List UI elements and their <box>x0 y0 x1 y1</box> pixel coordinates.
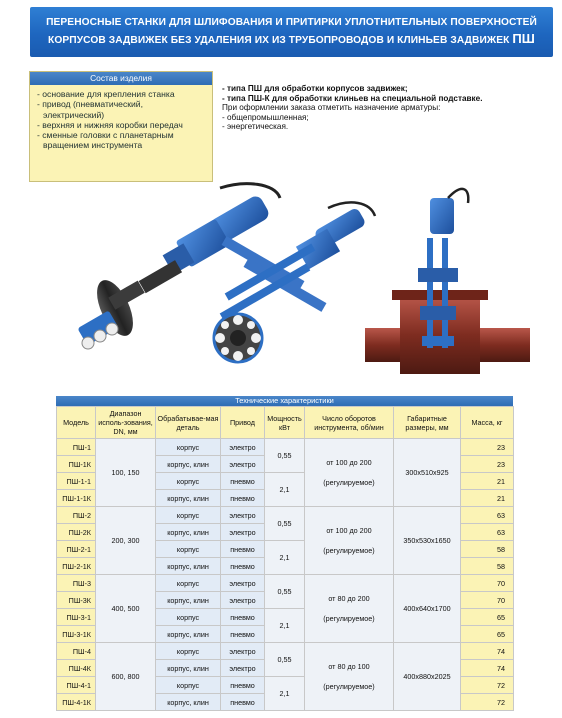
cell-rpm <box>305 643 394 711</box>
cell-drive: электро <box>221 524 265 541</box>
header-rpm: Число оборотов инструмента, об/мин <box>305 407 394 439</box>
cell-power: 2,1 <box>265 609 305 643</box>
rpm-range: от 80 до 200 <box>328 593 370 603</box>
cell-model: ПШ-3-1К <box>57 626 96 643</box>
composition-box <box>29 71 213 182</box>
cell-detail: корпус <box>156 575 221 592</box>
cell-dn: 100, 150 <box>96 439 156 507</box>
composition-title: Состав изделия <box>30 72 212 85</box>
cell-dn: 600, 800 <box>96 643 156 711</box>
types-line: При оформлении заказа отметить назначение арматуры: <box>222 103 441 113</box>
machine-3-image <box>365 189 530 374</box>
header-line-1: ПЕРЕНОСНЫЕ СТАНКИ ДЛЯ ШЛИФОВАНИЯ И ПРИТИРКИ УПЛОТНИТЕЛЬНЫХ ПОВЕРХНОСТЕЙ <box>46 17 537 28</box>
cell-detail: корпус, клин <box>156 490 221 507</box>
cell-detail: корпус <box>156 609 221 626</box>
cell-rpm <box>305 439 394 507</box>
cell-detail: корпус, клин <box>156 626 221 643</box>
cell-mass: 63 <box>461 524 514 541</box>
composition-item: - сменные головки с планетарным вращением инструмента <box>37 130 174 151</box>
types-line: - типа ПШ для обработки корпусов задвижек; <box>222 84 408 93</box>
cell-dims: 400х640х1700 <box>394 575 461 643</box>
header-model: Модель <box>57 407 96 439</box>
types-line: - энергетическая. <box>222 122 289 132</box>
cell-detail: корпус <box>156 541 221 558</box>
cell-model: ПШ-1-1К <box>57 490 96 507</box>
cell-drive: пневмо <box>221 473 265 490</box>
table-row <box>57 439 514 456</box>
header-mass: Масса, кг <box>461 407 514 439</box>
cell-dims: 300х510х925 <box>394 439 461 507</box>
types-line: - общепромышленная; <box>222 112 309 122</box>
composition-item: - основание для крепления станка <box>37 89 175 99</box>
rpm-range: от 80 до 100 <box>328 661 370 671</box>
cell-model: ПШ-2-1 <box>57 541 96 558</box>
cell-drive: электро <box>221 592 265 609</box>
cell-drive: пневмо <box>221 541 265 558</box>
cell-power: 2,1 <box>265 541 305 575</box>
cell-rpm <box>305 507 394 575</box>
cell-power: 2,1 <box>265 677 305 711</box>
header-power: Мощность кВт <box>265 407 305 439</box>
header-dn: Диапазон исполь-зования, DN, мм <box>96 407 156 439</box>
cell-drive: электро <box>221 507 265 524</box>
cell-detail: корпус, клин <box>156 660 221 677</box>
rpm-note: (регулируемое) <box>323 613 375 623</box>
cell-drive: пневмо <box>221 694 265 711</box>
cell-dn: 400, 500 <box>96 575 156 643</box>
composition-list <box>30 85 212 151</box>
cell-drive: пневмо <box>221 490 265 507</box>
composition-item: - привод (пневматический, электрический) <box>37 99 143 120</box>
cell-drive: электро <box>221 439 265 456</box>
cell-model: ПШ-3 <box>57 575 96 592</box>
cell-mass: 74 <box>461 643 514 660</box>
cell-detail: корпус <box>156 677 221 694</box>
specs-table <box>56 406 514 711</box>
cell-rpm <box>305 575 394 643</box>
cell-model: ПШ-1-1 <box>57 473 96 490</box>
cell-detail: корпус, клин <box>156 592 221 609</box>
cell-model: ПШ-4-1 <box>57 677 96 694</box>
cell-power: 0,55 <box>265 507 305 541</box>
page-header <box>30 7 553 57</box>
cell-detail: корпус, клин <box>156 558 221 575</box>
table-row <box>57 575 514 592</box>
types-text <box>222 84 542 132</box>
cell-detail: корпус <box>156 473 221 490</box>
cell-model: ПШ-3-1 <box>57 609 96 626</box>
cell-detail: корпус <box>156 507 221 524</box>
cell-power: 2,1 <box>265 473 305 507</box>
cell-model: ПШ-2-1К <box>57 558 96 575</box>
cell-mass: 74 <box>461 660 514 677</box>
rpm-note: (регулируемое) <box>323 681 375 691</box>
cell-mass: 58 <box>461 541 514 558</box>
machine-photos <box>70 178 530 388</box>
cell-dn: 200, 300 <box>96 507 156 575</box>
cell-detail: корпус <box>156 643 221 660</box>
cell-power: 0,55 <box>265 575 305 609</box>
cell-dims: 400х880х2025 <box>394 643 461 711</box>
cell-model: ПШ-1 <box>57 439 96 456</box>
rpm-range: от 100 до 200 <box>326 457 372 467</box>
cell-dims: 350х530х1650 <box>394 507 461 575</box>
header-dims: Габаритные размеры, мм <box>394 407 461 439</box>
table-header-row <box>57 407 514 439</box>
cell-mass: 70 <box>461 592 514 609</box>
composition-item: - верхняя и нижняя коробки передач <box>37 119 183 130</box>
header-detail: Обрабатывае-мая деталь <box>156 407 221 439</box>
cell-mass: 65 <box>461 609 514 626</box>
rpm-note: (регулируемое) <box>323 545 375 555</box>
types-line: - типа ПШ-К для обработки клиньев на специальной подставке. <box>222 93 483 103</box>
specs-table-wrap <box>56 396 513 711</box>
cell-drive: пневмо <box>221 677 265 694</box>
rpm-range: от 100 до 200 <box>326 525 372 535</box>
header-line-2-model: ПШ <box>512 31 535 46</box>
cell-detail: корпус, клин <box>156 456 221 473</box>
cell-detail: корпус <box>156 439 221 456</box>
cell-model: ПШ-4-1К <box>57 694 96 711</box>
table-body <box>57 439 514 711</box>
cell-mass: 63 <box>461 507 514 524</box>
cell-mass: 72 <box>461 694 514 711</box>
cell-mass: 65 <box>461 626 514 643</box>
cell-model: ПШ-2 <box>57 507 96 524</box>
cell-mass: 58 <box>461 558 514 575</box>
cell-model: ПШ-4 <box>57 643 96 660</box>
cell-drive: пневмо <box>221 626 265 643</box>
header-drive: Привод <box>221 407 265 439</box>
cell-mass: 21 <box>461 490 514 507</box>
cell-drive: пневмо <box>221 558 265 575</box>
cell-mass: 70 <box>461 575 514 592</box>
cell-mass: 23 <box>461 456 514 473</box>
table-row <box>57 643 514 660</box>
cell-drive: электро <box>221 643 265 660</box>
specs-table-title: Технические характеристики <box>56 396 513 406</box>
cell-detail: корпус, клин <box>156 524 221 541</box>
cell-model: ПШ-4К <box>57 660 96 677</box>
cell-detail: корпус, клин <box>156 694 221 711</box>
cell-drive: электро <box>221 575 265 592</box>
cell-drive: пневмо <box>221 609 265 626</box>
cell-drive: электро <box>221 456 265 473</box>
cell-power: 0,55 <box>265 643 305 677</box>
cell-drive: электро <box>221 660 265 677</box>
rpm-note: (регулируемое) <box>323 477 375 487</box>
cell-model: ПШ-3К <box>57 592 96 609</box>
header-line-2-text: КОРПУСОВ ЗАДВИЖЕК БЕЗ УДАЛЕНИЯ ИХ ИЗ ТРУБОПРОВОДОВ И КЛИНЬЕВ ЗАДВИЖЕК <box>48 35 510 46</box>
cell-mass: 23 <box>461 439 514 456</box>
cell-mass: 21 <box>461 473 514 490</box>
table-row <box>57 507 514 524</box>
cell-model: ПШ-2К <box>57 524 96 541</box>
header-line-2 <box>48 31 535 49</box>
cell-mass: 72 <box>461 677 514 694</box>
cell-power: 0,55 <box>265 439 305 473</box>
cell-model: ПШ-1К <box>57 456 96 473</box>
